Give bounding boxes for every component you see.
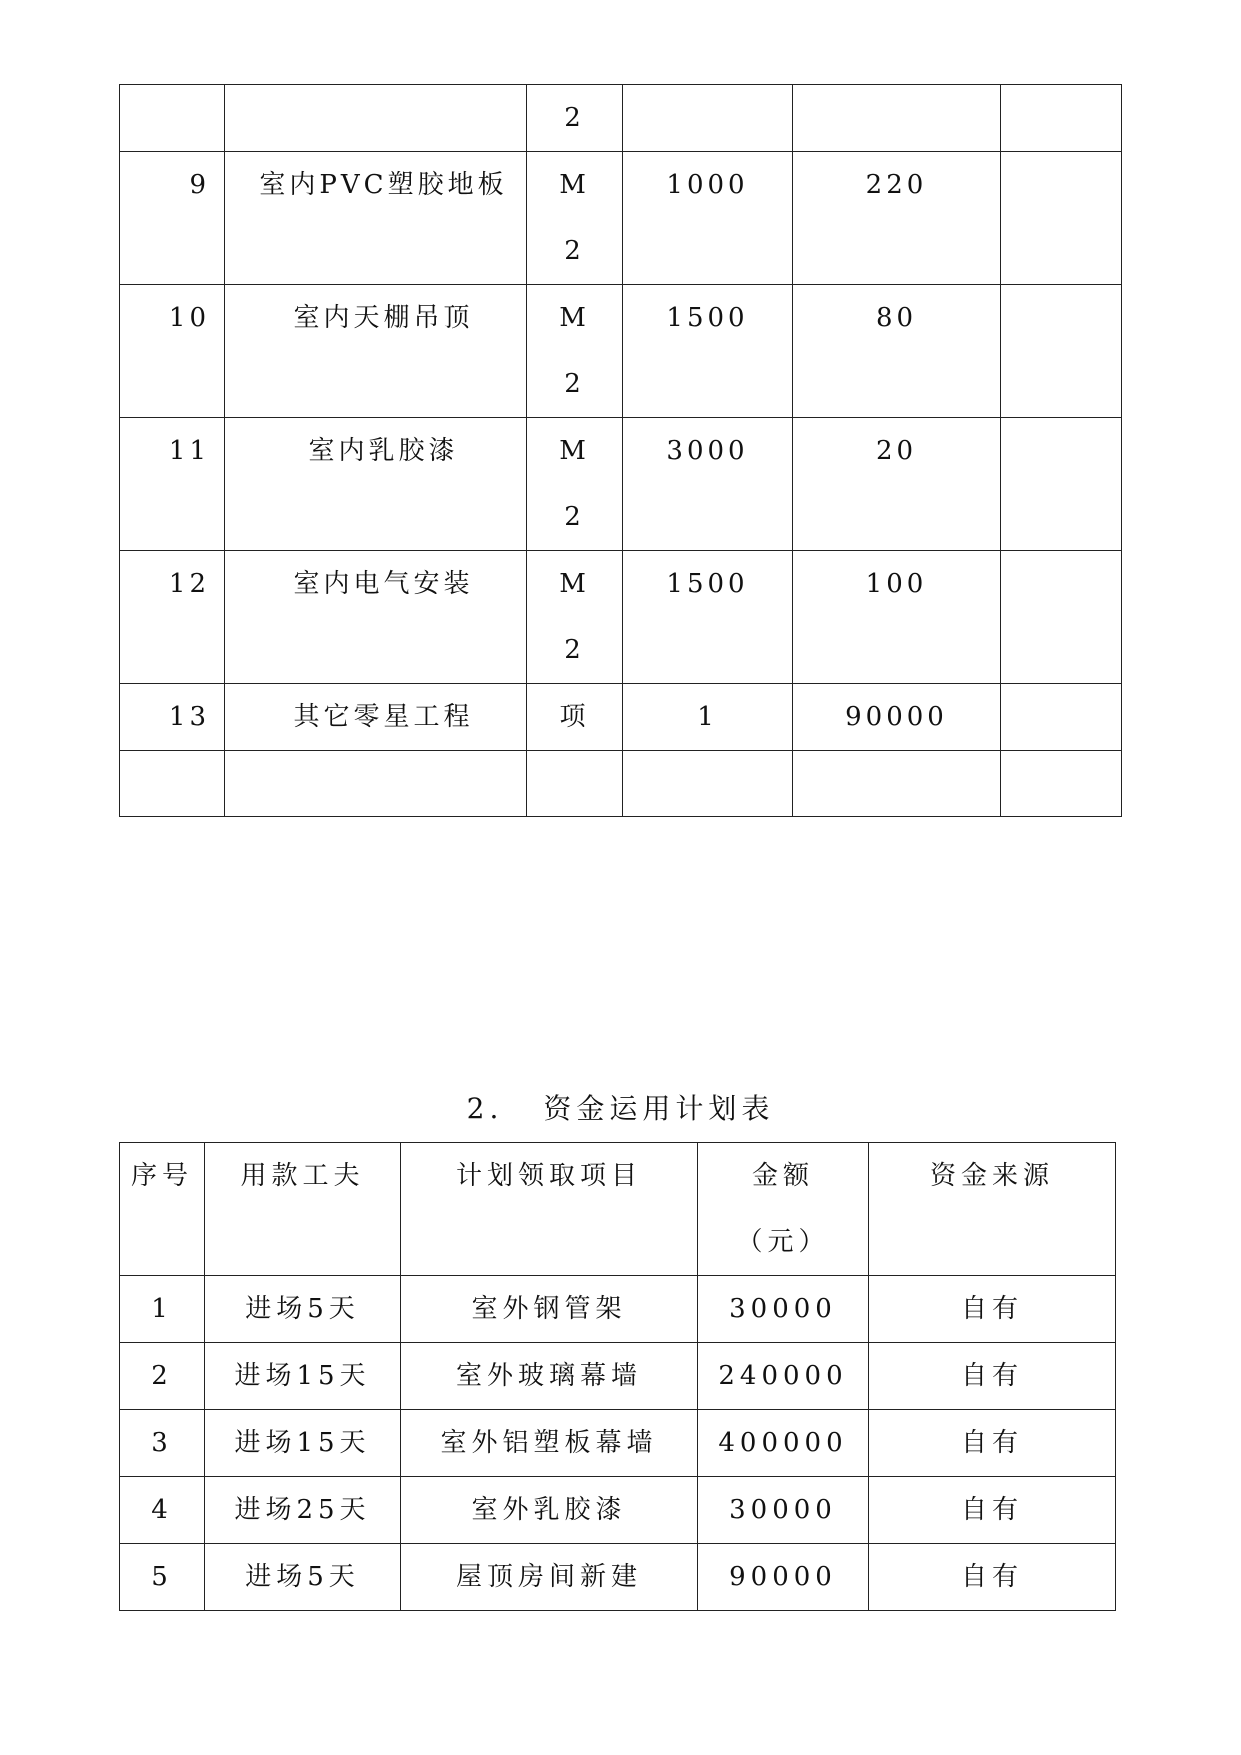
cell-price: 20 <box>793 418 1001 551</box>
cell-project: 室外钢管架 <box>401 1276 698 1343</box>
table-row <box>120 1410 1116 1477</box>
cell-source: 自有 <box>869 1477 1116 1544</box>
table-row <box>120 1343 1116 1410</box>
cell-amount: 90000 <box>698 1544 869 1611</box>
cell-time: 进场25天 <box>205 1477 401 1544</box>
cell-source: 自有 <box>869 1544 1116 1611</box>
cell-qty: 1500 <box>623 285 793 418</box>
table-row <box>120 285 1122 418</box>
unit-line: M <box>559 436 590 466</box>
cell-no <box>120 751 225 817</box>
cell-source: 自有 <box>869 1343 1116 1410</box>
cell-amount: 400000 <box>698 1410 869 1477</box>
cell-no: 5 <box>120 1544 205 1611</box>
section-number: 2. <box>466 1092 504 1125</box>
table-row <box>120 551 1122 684</box>
unit-line: M <box>559 303 590 333</box>
cell-no: 1 <box>120 1276 205 1343</box>
cell-unit: 2 <box>527 85 623 152</box>
cell-project: 屋顶房间新建 <box>401 1544 698 1611</box>
cell-amount: 30000 <box>698 1477 869 1544</box>
cell-amount: 30000 <box>698 1276 869 1343</box>
cell-unit <box>527 551 623 684</box>
cell-amount: 240000 <box>698 1343 869 1410</box>
cell-unit <box>527 418 623 551</box>
cell-note <box>1001 751 1122 817</box>
cell-qty: 1000 <box>623 152 793 285</box>
header-amount-line: 金额 <box>751 1161 814 1191</box>
header-no: 序号 <box>120 1143 205 1276</box>
cell-item: 其它零星工程 <box>225 684 527 751</box>
cell-note <box>1001 285 1122 418</box>
cell-note <box>1001 684 1122 751</box>
cell-note <box>1001 152 1122 285</box>
cell-qty <box>623 85 793 152</box>
cell-item: 室内天棚吊顶 <box>225 285 527 418</box>
cell-unit <box>527 285 623 418</box>
cell-note <box>1001 551 1122 684</box>
cell-price <box>793 85 1001 152</box>
header-project: 计划领取项目 <box>401 1143 698 1276</box>
cell-item: 室内乳胶漆 <box>225 418 527 551</box>
unit-line: 2 <box>564 502 585 532</box>
cell-note <box>1001 85 1122 152</box>
cell-no: 4 <box>120 1477 205 1544</box>
section-title: 资金运用计划表 <box>543 1092 775 1125</box>
cell-item: 室内PVC塑胶地板 <box>225 152 527 285</box>
cell-no: 11 <box>120 418 225 551</box>
cell-no: 9 <box>120 152 225 285</box>
cell-qty: 1500 <box>623 551 793 684</box>
cell-source: 自有 <box>869 1276 1116 1343</box>
unit-line: 2 <box>564 236 585 266</box>
cell-time: 进场15天 <box>205 1410 401 1477</box>
cell-time: 进场15天 <box>205 1343 401 1410</box>
table-header-row <box>120 1143 1116 1276</box>
unit-line: 项 <box>559 702 590 732</box>
unit-line: 2 <box>564 635 585 665</box>
cell-time: 进场5天 <box>205 1276 401 1343</box>
cell-no: 13 <box>120 684 225 751</box>
table-row <box>120 85 1122 152</box>
header-time: 用款工夫 <box>205 1143 401 1276</box>
cell-qty: 1 <box>623 684 793 751</box>
table-row <box>120 1276 1116 1343</box>
cell-item: 室内电气安装 <box>225 551 527 684</box>
table-row <box>120 1477 1116 1544</box>
cell-unit <box>527 152 623 285</box>
section-heading <box>0 1087 1241 1127</box>
cell-price: 220 <box>793 152 1001 285</box>
table-row <box>120 1544 1116 1611</box>
quantity-table <box>119 84 1122 817</box>
cell-note <box>1001 418 1122 551</box>
cell-unit <box>527 684 623 751</box>
cell-price: 80 <box>793 285 1001 418</box>
cell-no <box>120 85 225 152</box>
cell-time: 进场5天 <box>205 1544 401 1611</box>
cell-item <box>225 85 527 152</box>
table-row <box>120 152 1122 285</box>
cell-no: 10 <box>120 285 225 418</box>
unit-line: M <box>559 170 590 200</box>
cell-qty <box>623 751 793 817</box>
fund-plan-table <box>119 1142 1116 1611</box>
cell-project: 室外铝塑板幕墙 <box>401 1410 698 1477</box>
cell-source: 自有 <box>869 1410 1116 1477</box>
cell-no: 2 <box>120 1343 205 1410</box>
table-row <box>120 751 1122 817</box>
cell-no: 12 <box>120 551 225 684</box>
table-row <box>120 684 1122 751</box>
cell-project: 室外乳胶漆 <box>401 1477 698 1544</box>
cell-unit <box>527 751 623 817</box>
cell-qty: 3000 <box>623 418 793 551</box>
cell-price <box>793 751 1001 817</box>
header-source: 资金来源 <box>869 1143 1116 1276</box>
table-row <box>120 418 1122 551</box>
cell-item <box>225 751 527 817</box>
header-amount-unit: （元） <box>736 1227 830 1257</box>
unit-line: 2 <box>564 369 585 399</box>
unit-line: M <box>559 569 590 599</box>
cell-no: 3 <box>120 1410 205 1477</box>
cell-price: 100 <box>793 551 1001 684</box>
header-amount <box>698 1143 869 1276</box>
cell-price: 90000 <box>793 684 1001 751</box>
cell-project: 室外玻璃幕墙 <box>401 1343 698 1410</box>
